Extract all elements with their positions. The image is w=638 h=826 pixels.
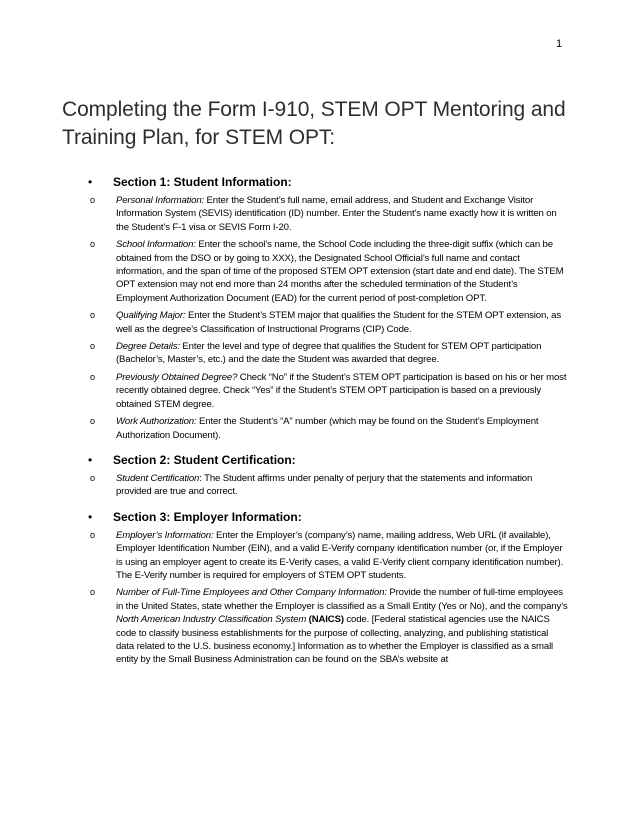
- item-bold-text: (NAICS): [306, 614, 344, 626]
- item-lead: Work Authorization:: [116, 416, 197, 428]
- item-lead: Qualifying Major:: [116, 310, 186, 322]
- item-lead: Employer’s Information:: [116, 529, 214, 541]
- list-item: [88, 586, 568, 666]
- section-student-information: [88, 174, 568, 442]
- list-item: [88, 472, 568, 499]
- list-item: [88, 415, 568, 442]
- page-number: 1: [556, 38, 563, 50]
- section-heading-text: Section 1: Student Information:: [113, 175, 292, 189]
- section-heading-text: Section 3: Employer Information:: [113, 509, 302, 524]
- list-item: [88, 238, 568, 305]
- section-items: [88, 194, 568, 442]
- item-text: Check “No” if the Student’s STEM OPT participation is based on his or her most recently obtained degree. Check “Yes” if the Student’s STEM OPT participation is based on a previously obtained STEM degree.: [116, 371, 567, 410]
- bullet-icon: •: [88, 509, 93, 524]
- instruction-sections: [88, 174, 568, 677]
- section-heading: [88, 174, 568, 190]
- item-lead: Personal Information:: [116, 195, 205, 206]
- item-text: Enter the level and type of degree that qualifies the Student for STEM OPT participation (Bachelor’s, Master’s, etc.) and the date the Student was awarded that degree.: [116, 341, 542, 366]
- circle-bullet-icon: o: [90, 529, 95, 540]
- circle-bullet-icon: o: [90, 472, 95, 483]
- section-employer-information: [88, 509, 568, 667]
- item-text: Enter the Student’s full name, email address, and Student and Exchange Visitor Information System (SEVIS) identification (ID) number. Enter the Student’s name exactly how it is written on the Student’s F-1 visa or SEVIS Form I-20.: [116, 195, 557, 233]
- item-text: code. [Federal statistical agencies use the NAICS code to classify business establishments for the purpose of collecting, analyzing, and publishing statistical data related to the U.S. business economy.] Information as to whether the Employer is classified as a small entity by the Small Business Administration can be found on the SBA’s website at: [116, 614, 554, 666]
- item-text: Enter the Employer’s (company’s) name, mailing address, Web URL (if available), Employer Identification Number (EIN), and a valid E-Verify company identification number (or, if the Employer is using an employer agent to create its E-Verify cases, a valid E-Verify client company identification number). The E-Verify number is required for employers of STEM OPT students.: [116, 529, 564, 581]
- item-lead: Previously Obtained Degree?: [116, 371, 238, 383]
- section-heading-text: Section 2: Student Certification:: [113, 452, 296, 467]
- item-lead: Degree Details:: [116, 341, 180, 353]
- bullet-icon: •: [88, 175, 93, 189]
- list-item: [88, 529, 568, 583]
- item-text: : The Student affirms under penalty of perjury that the statements and information provided are true and correct.: [116, 472, 533, 498]
- item-text: Provide the number of full-time employees in the United States, state whether the Employer is classified as a Small Entity (Yes or No), and the company’s: [116, 587, 568, 612]
- item-lead: Number of Full-Time Employees and Other Company Information:: [116, 587, 387, 599]
- circle-bullet-icon: o: [90, 341, 95, 352]
- circle-bullet-icon: o: [90, 239, 95, 250]
- circle-bullet-icon: o: [90, 416, 95, 427]
- item-text: Enter the Student’s “A” number (which may be found on the Student’s Employment Authorization Document).: [116, 416, 539, 441]
- circle-bullet-icon: o: [90, 371, 95, 382]
- circle-bullet-icon: o: [90, 587, 95, 598]
- list-item: [88, 371, 568, 411]
- item-italic-text: North American Industry Classification System: [116, 614, 307, 626]
- list-item: [88, 194, 568, 234]
- item-lead: Student Certification: [116, 472, 200, 484]
- circle-bullet-icon: o: [90, 195, 95, 205]
- section-items: [88, 529, 568, 667]
- section-heading: [88, 452, 568, 468]
- document-title: Completing the Form I-910, STEM OPT Mentoring and Training Plan, for STEM OPT:: [62, 98, 566, 149]
- item-text: Enter the school’s name, the School Code including the three-digit suffix (which can be obtained from the DSO or by going to XXX), the Designated School Official’s full name and contact information, and the span of time of the proposed STEM OPT extension (start date and end date). The STEM OPT extension may not end more than 24 months after the scheduled termination of the Student’s Employment Authorization Document (EAD) for the current period of post-completion OPT.: [116, 239, 564, 304]
- list-item: [88, 309, 568, 336]
- section-heading: [88, 509, 568, 525]
- list-item: [88, 340, 568, 367]
- item-text: Enter the Student’s STEM major that qualifies the Student for the STEM OPT extension, as well as the degree’s Classification of Instructional Programs (CIP) Code.: [116, 310, 562, 335]
- item-lead: School Information:: [116, 239, 196, 251]
- circle-bullet-icon: o: [90, 310, 95, 321]
- section-student-certification: [88, 452, 568, 499]
- bullet-icon: •: [88, 452, 93, 467]
- section-items: [88, 472, 568, 499]
